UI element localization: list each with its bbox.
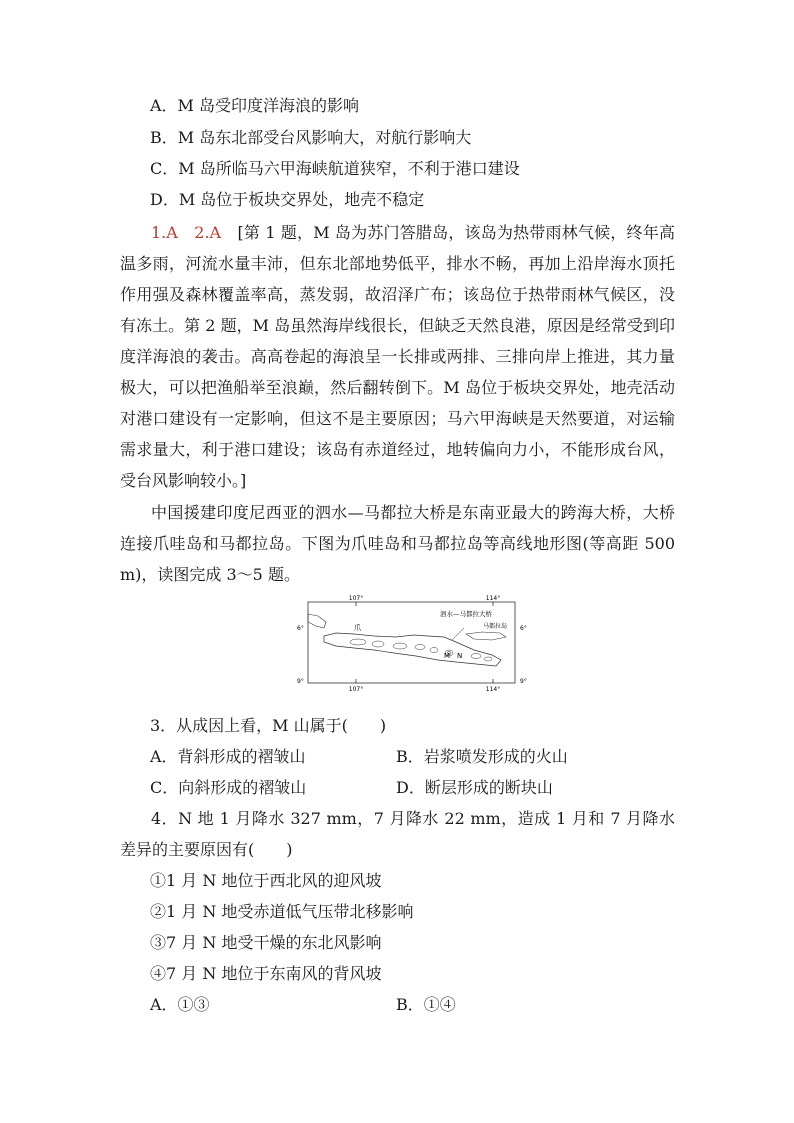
m-label: M	[444, 652, 451, 660]
q4-item-1: ①1 月 N 地位于西北风的迎风坡	[150, 871, 382, 890]
q4-item-2: ②1 月 N 地受赤道低气压带北移影响	[150, 902, 414, 921]
madura-coast	[466, 632, 506, 640]
q2-option-b: B．M 岛东北部受台风影响大，对航行影响大	[150, 128, 472, 147]
bridge-label: 泗水—马都拉大桥	[440, 610, 492, 618]
q3-option-c: C．向斜形成的褶皱山	[150, 778, 307, 797]
q4-option-b: B．①④	[396, 995, 456, 1014]
q4-stem-text: 4．N 地 1 月降水 327 mm，7 月降水 22 mm，造成 1 月和 7 月降水差异的主要原因有( )	[120, 809, 675, 859]
q2-option-a: A．M 岛受印度洋海浪的影响	[150, 96, 360, 115]
lon-top-right: 114°	[485, 595, 501, 602]
q3-stem: 3．从成因上看，M 山属于( )	[150, 716, 387, 735]
q4-stem	[120, 803, 675, 865]
q4-option-a: A．①③	[150, 995, 210, 1014]
intro-text: 中国援建印度尼西亚的泗水—马都拉大桥是东南亚最大的跨海大桥，大桥连接爪哇岛和马都拉岛。下图为爪哇岛和马都拉岛等高线地形图(等高距 500 m)，读图完成 3～5 题。	[120, 503, 675, 584]
java-label: 爪	[354, 624, 361, 632]
contour-map	[296, 592, 529, 704]
lat-left-top: 6°	[297, 625, 304, 632]
q2-option-d: D．M 岛位于板块交界处，地壳不稳定	[150, 190, 425, 209]
q4-item-4: ④7 月 N 地位于东南风的背风坡	[150, 964, 382, 983]
n-label: N	[457, 652, 463, 660]
q3-option-d: D．断层形成的断块山	[396, 778, 553, 797]
lon-bottom-right: 114°	[485, 686, 501, 693]
lon-bottom-left: 107°	[348, 686, 364, 693]
intro-paragraph	[120, 497, 675, 590]
answer-keys: 1.A 2.A	[151, 223, 222, 242]
lon-top-left: 107°	[348, 595, 364, 602]
answer-text: [第 1 题，M 岛为苏门答腊岛，该岛为热带雨林气候，终年高温多雨，河流水量丰沛，但东北部地势低平，排水不畅，再加上沿岸海水顶托作用强及森林覆盖率高，蒸发弱，故沼泽广布；该岛位于热带雨林气候区，没有冻土。第 2 题，M 岛虽然海岸线很长，但缺乏天然良港，原因是经常受到印度洋海浪的袭击。高高卷起的海浪呈一长排或两排、三排向岸上推进，其力量极大，可以把渔船举至浪巅，然后翻转倒下。M 岛位于板块交界处，地壳活动对港口建设有一定影响，但这不是主要原因；马六甲海峡是天然要道，对运输需求量大，利于港口建设；该岛有赤道经过，地转偏向力小，不能形成台风，受台风影响较小。]	[120, 223, 675, 490]
sumatra-coast	[308, 614, 326, 628]
q4-item-3: ③7 月 N 地受干燥的东北风影响	[150, 933, 382, 952]
q3-option-a: A．背斜形成的褶皱山	[150, 747, 306, 766]
answer-explanation	[120, 217, 675, 496]
lat-right-bottom: 9°	[520, 678, 527, 685]
q3-option-b: B．岩浆喷发形成的火山	[396, 747, 568, 766]
lat-right-top: 6°	[520, 625, 527, 632]
q2-option-c: C．M 岛所临马六甲海峡航道狭窄，不利于港口建设	[150, 159, 520, 178]
lat-left-bottom: 9°	[297, 678, 304, 685]
java-coast	[324, 633, 501, 666]
madura-label: 马都拉岛	[483, 623, 508, 630]
